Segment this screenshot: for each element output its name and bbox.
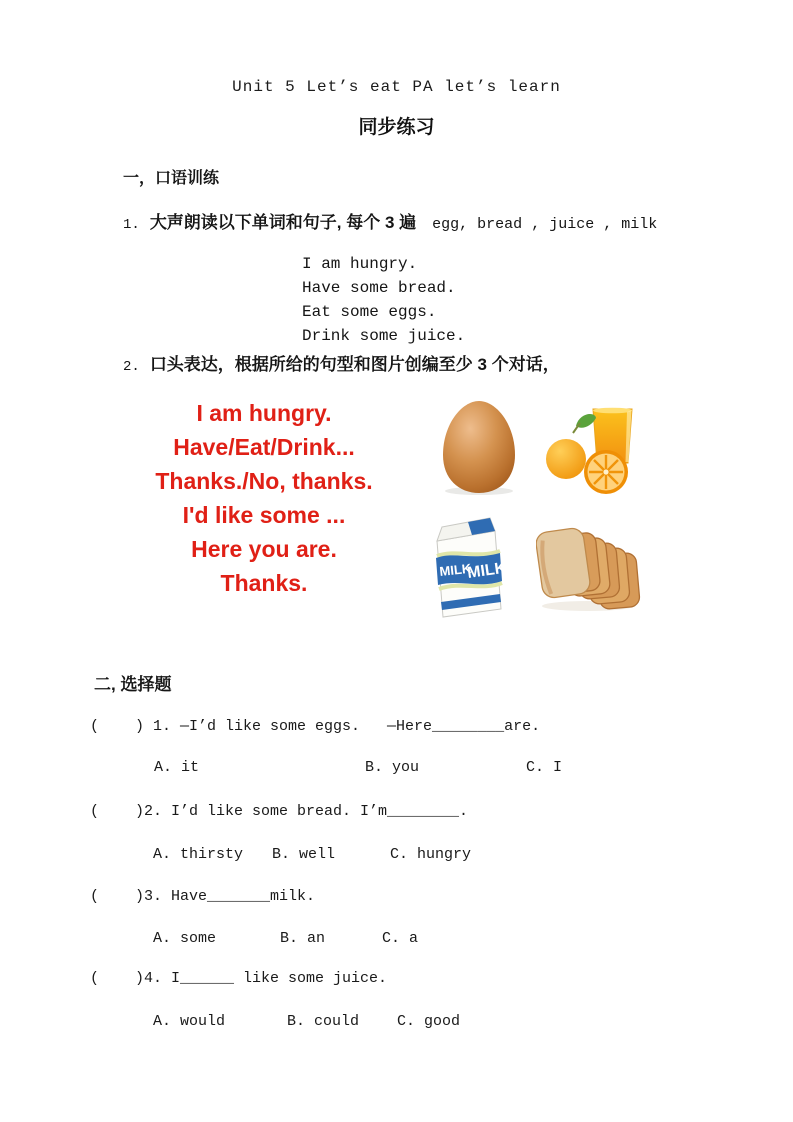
dialogue-prompt-line: Thanks./No, thanks. [155,468,373,494]
milk-label-left: MILK [438,560,472,579]
question-4-option-c: C. good [397,1013,461,1030]
dialogue-prompt-line: Have/Eat/Drink... [173,434,355,460]
reading-sentence: I am hungry. [302,255,418,273]
egg-photo [436,398,522,496]
page-subtitle: 同步练习 [358,117,435,138]
dialogue-prompt-line: Thanks. [220,570,308,596]
question-4-option-a: A. would [153,1013,226,1030]
section1-heading: 一，口语训练 [123,170,220,187]
question-1-stem: ( ) 1. —I’d like some eggs. —Here________are. [90,718,541,735]
section2-heading: 二, 选择题 [94,675,172,694]
dialogue-prompt-line: I am hungry. [196,400,332,426]
question-1-option-c: C. I [526,759,563,776]
question-3-options [0,930,793,950]
question-4-options [0,1013,793,1033]
question-2-options [0,846,793,866]
question-2-stem: ( )2. I’d like some bread. I’m________. [90,803,469,820]
question-3-option-c: C. a [382,930,419,947]
task-1-word-list: egg, bread , juice , milk [432,216,658,233]
task-2-number: 2. [123,359,140,375]
reading-sentence: Have some bread. [302,279,456,297]
question-1-option-b: B. you [365,759,420,776]
task-1-instruction: 大声朗读以下单词和句子, 每个 3 遍 [149,213,417,232]
task-1-number: 1. [123,217,140,233]
question-4-option-b: B. could [287,1013,360,1030]
question-1-options [0,759,793,779]
dialogue-prompt-line: Here you are. [191,536,337,562]
question-2-option-b: B. well [272,846,336,863]
question-2-option-c: C. hungry [390,846,472,863]
question-3-stem: ( )3. Have_______milk. [90,888,316,905]
orange-juice-photo [543,406,638,498]
question-1-option-a: A. it [154,759,200,776]
milk-label-front: MILK [466,559,508,582]
task-2 [123,350,560,375]
milk-carton-photo [427,514,511,618]
reading-sentences [302,252,465,348]
task-2-instruction: 口头表达，根据所给的句型和图片创编至少 3 个对话， [149,355,560,374]
reading-sentence: Eat some eggs. [302,303,437,321]
question-3-option-a: A. some [153,930,217,947]
dialogue-prompt-line: I'd like some ... [182,502,346,528]
question-4-stem: ( )4. I______ like some juice. [90,970,388,987]
bread-slices-photo [536,524,642,612]
dialogue-prompts [118,396,410,600]
question-2-option-a: A. thirsty [153,846,244,863]
reading-sentence: Drink some juice. [302,327,466,345]
page-title: Unit 5 Let’s eat PA let’s learn [232,78,561,96]
task-1 [123,208,657,233]
question-3-option-b: B. an [280,930,326,947]
